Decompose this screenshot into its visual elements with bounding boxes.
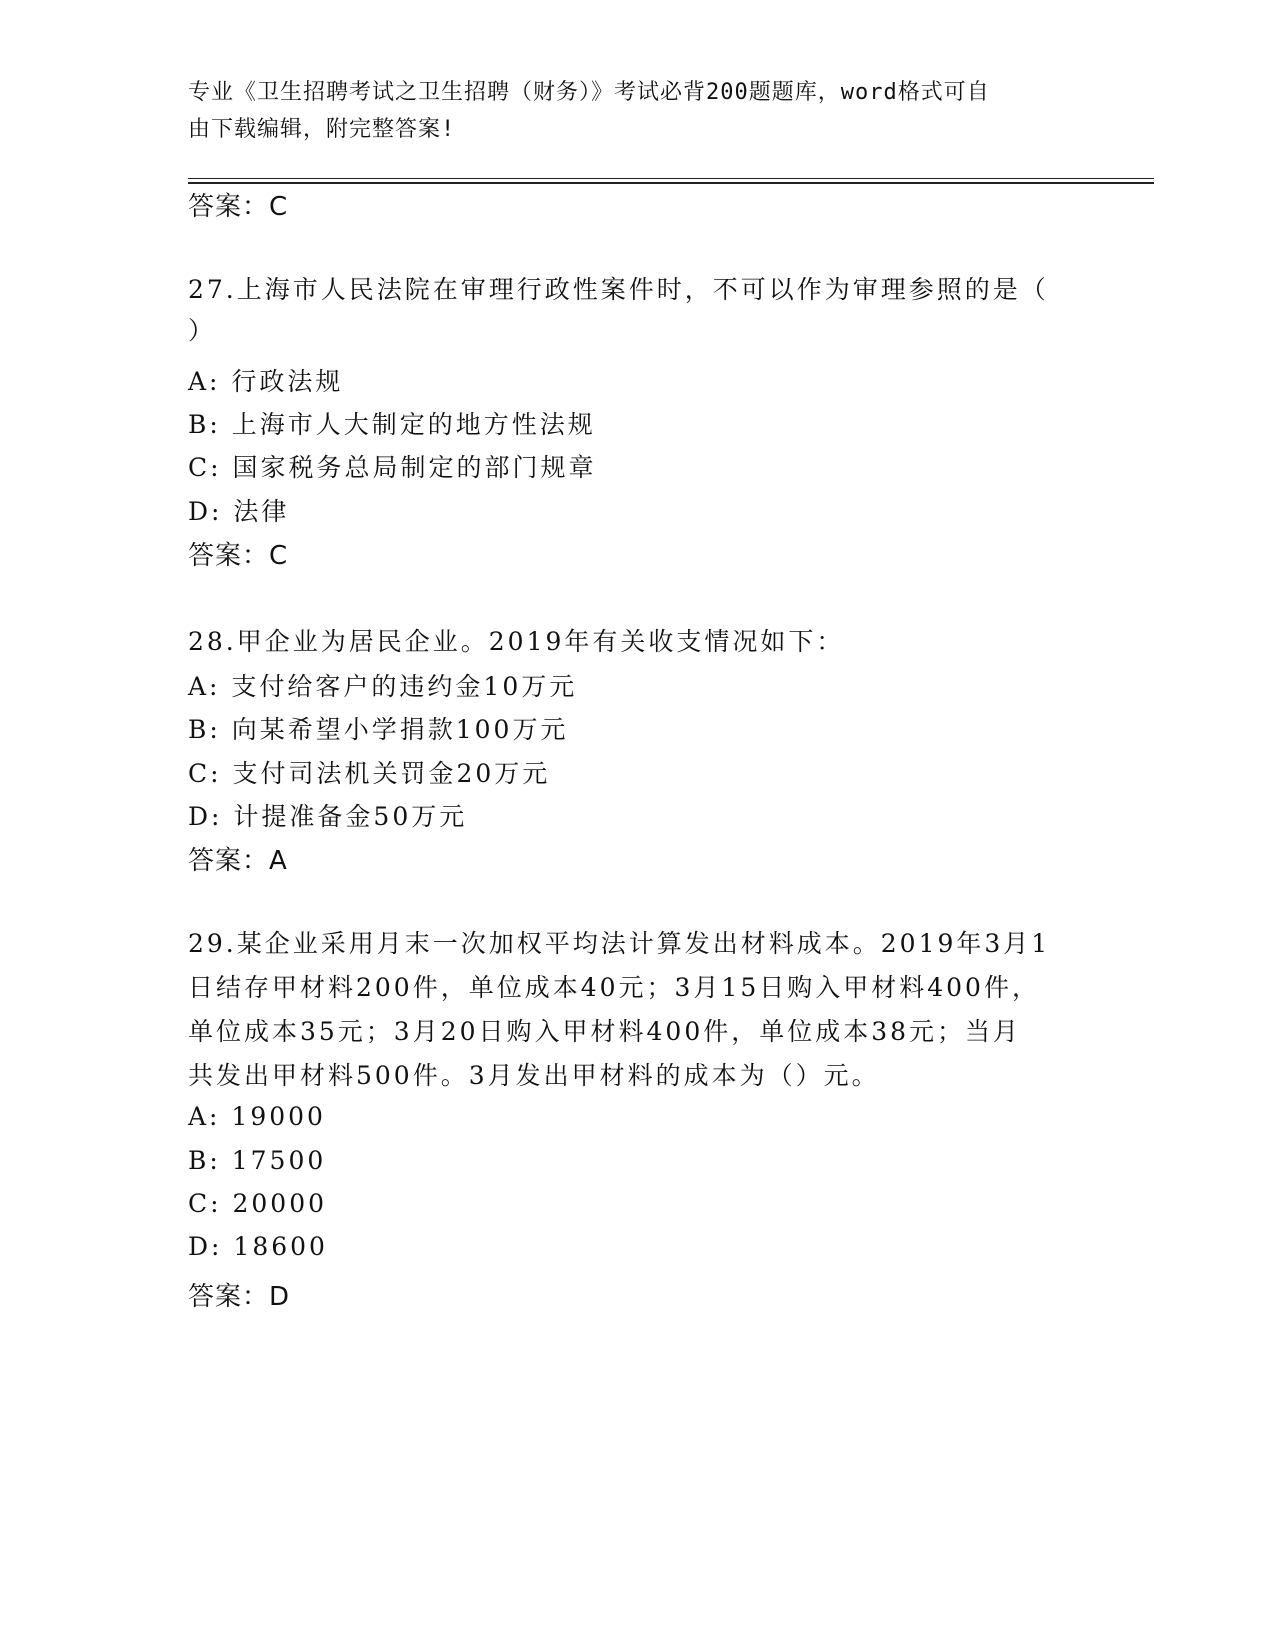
- header-line-1: 专业《卫生招聘考试之卫生招聘（财务）》考试必背200题题库，word格式可自: [188, 80, 990, 105]
- question-28-option-c: C: 支付司法机关罚金20万元: [188, 759, 551, 788]
- question-27-option-d: D: 法律: [188, 497, 290, 526]
- question-28-option-b: B: 向某希望小学捐款100万元: [188, 715, 569, 744]
- question-29-option-d: D: 18600: [188, 1232, 328, 1261]
- question-27-line-2: ）: [188, 316, 217, 345]
- question-27-answer: 答案：C: [188, 541, 289, 571]
- document-header: [188, 74, 1068, 148]
- question-29-option-a: A: 19000: [188, 1102, 326, 1131]
- question-28-text: 28.甲企业为居民企业。2019年有关收支情况如下：: [188, 627, 845, 656]
- question-29-line-3: 单位成本35元；3月20日购入甲材料400件，单位成本38元；当月: [188, 1017, 1022, 1046]
- header-divider-bottom: [188, 182, 1154, 184]
- question-29-line-1: 29.某企业采用月末一次加权平均法计算发出材料成本。2019年3月1: [188, 929, 1051, 958]
- question-27-option-a: A: 行政法规: [188, 367, 344, 396]
- question-29-option-c: C: 20000: [188, 1189, 328, 1218]
- question-28-answer: 答案：A: [188, 846, 288, 876]
- answer-previous: 答案：C: [188, 192, 289, 222]
- question-27-line-1: 27.上海市人民法院在审理行政性案件时，不可以作为审理参照的是（: [188, 275, 1049, 304]
- question-29-text: [188, 922, 1068, 1098]
- question-27-text: [188, 268, 1068, 350]
- question-28-option-a: A: 支付给客户的违约金10万元: [188, 672, 578, 701]
- question-29-line-2: 日结存甲材料200件，单位成本40元；3月15日购入甲材料400件，: [188, 973, 1040, 1002]
- question-29-line-4: 共发出甲材料500件。3月发出甲材料的成本为（）元。: [188, 1061, 880, 1090]
- question-28-option-d: D: 计提准备金50万元: [188, 802, 468, 831]
- question-27-option-c: C: 国家税务总局制定的部门规章: [188, 453, 597, 482]
- question-29-answer: 答案：D: [188, 1282, 291, 1312]
- header-divider-top: [188, 178, 1154, 179]
- question-27-option-b: B: 上海市人大制定的地方性法规: [188, 410, 596, 439]
- header-line-2: 由下载编辑，附完整答案!: [188, 117, 456, 142]
- question-29-option-b: B: 17500: [188, 1146, 327, 1175]
